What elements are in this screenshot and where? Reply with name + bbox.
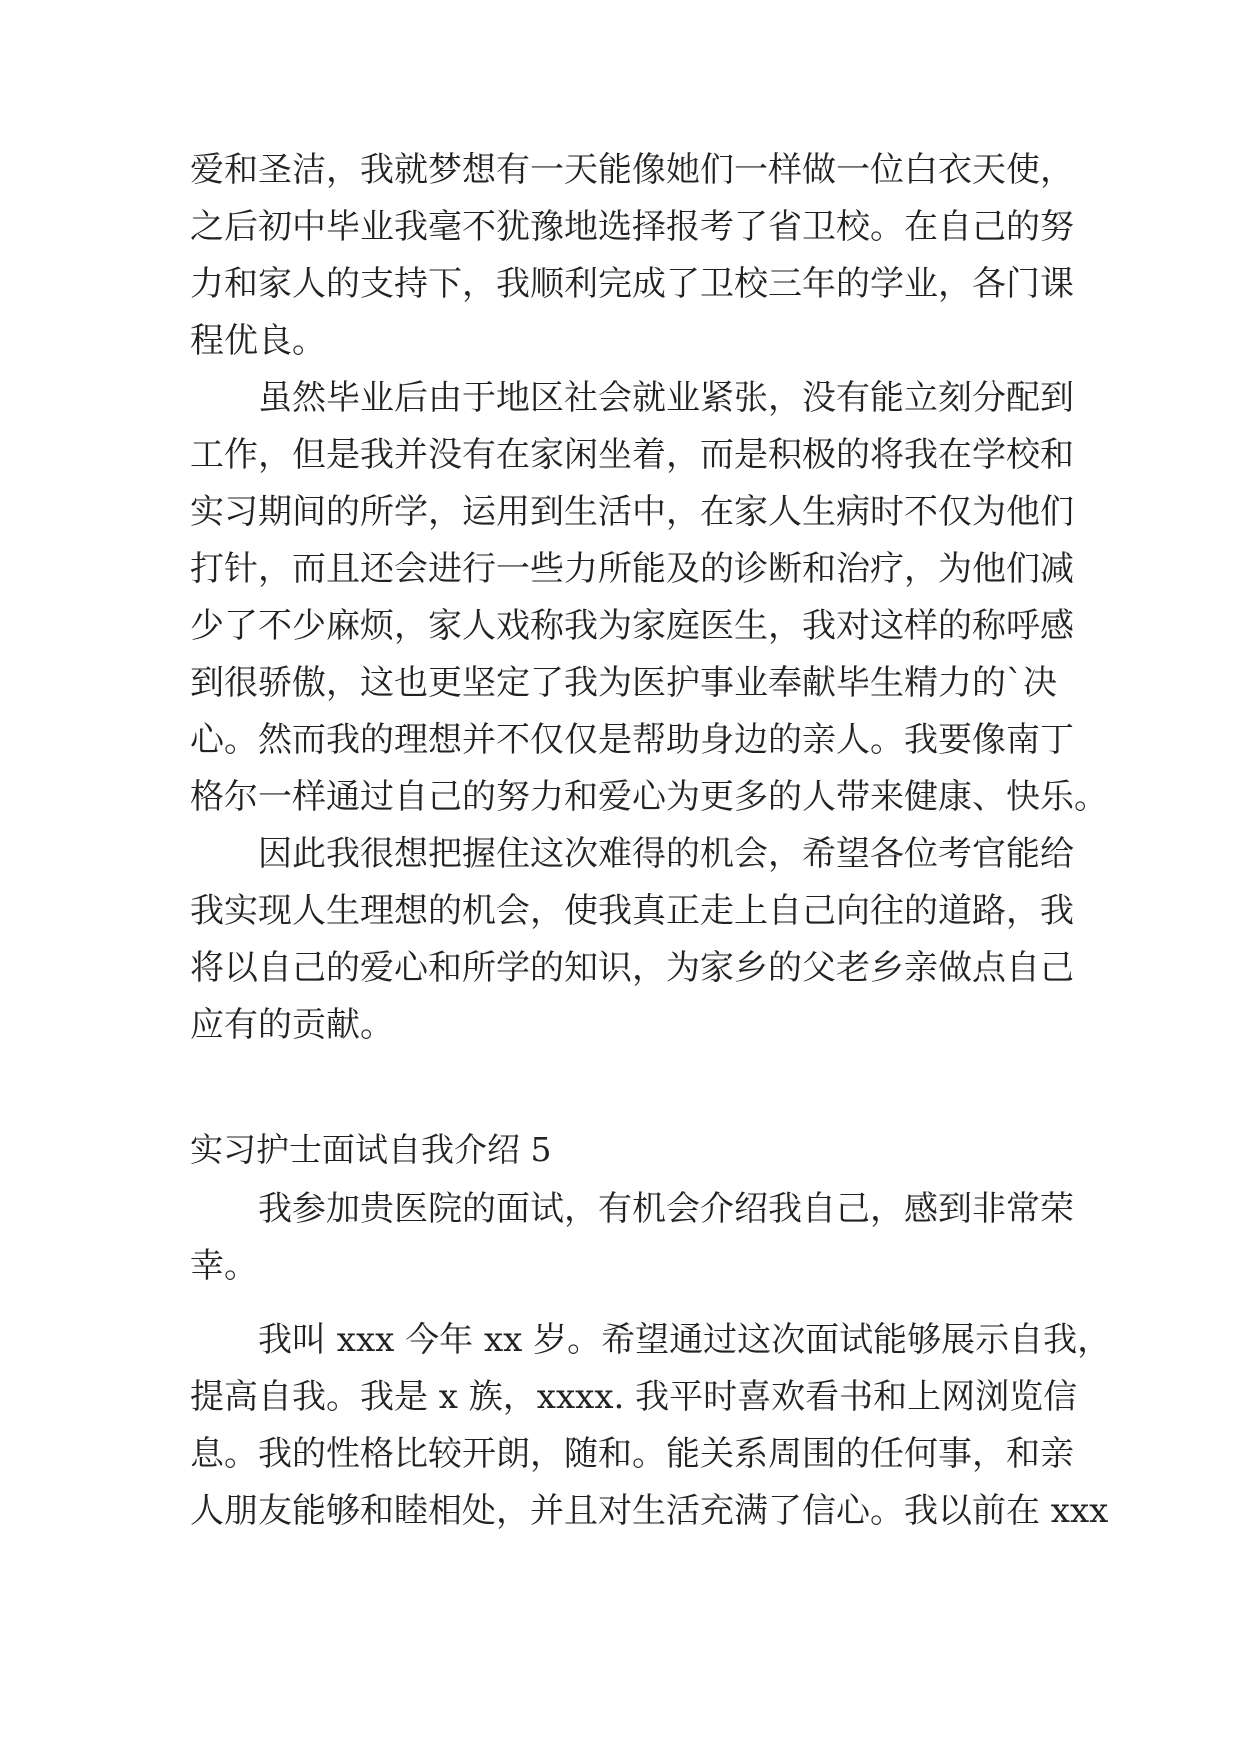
paragraph-line: 程优良。 xyxy=(190,321,326,361)
paragraph-line: 之后初中毕业我毫不犹豫地选择报考了省卫校。在自己的努 xyxy=(190,207,1074,247)
paragraph-line: 应有的贡献。 xyxy=(190,1005,394,1045)
paragraph-line: 力和家人的支持下，我顺利完成了卫校三年的学业，各门课 xyxy=(190,264,1074,304)
paragraph-line: 心。然而我的理想并不仅仅是帮助身边的亲人。我要像南丁 xyxy=(190,720,1074,760)
paragraph-line: 工作，但是我并没有在家闲坐着，而是积极的将我在学校和 xyxy=(190,435,1074,475)
paragraph-line: 少了不少麻烦，家人戏称我为家庭医生，我对这样的称呼感 xyxy=(190,606,1074,646)
paragraph-line: 因此我很想把握住这次难得的机会，希望各位考官能给 xyxy=(258,834,1074,874)
paragraph-line: 提高自我。我是 x 族，xxxx. 我平时喜欢看书和上网浏览信 xyxy=(190,1377,1078,1417)
paragraph-line: 息。我的性格比较开朗，随和。能关系周围的任何事，和亲 xyxy=(190,1434,1074,1474)
paragraph-line: 我叫 xxx 今年 xx 岁。希望通过这次面试能够展示自我， xyxy=(258,1320,1112,1360)
paragraph-line: 到很骄傲，这也更坚定了我为医护事业奉献毕生精力的`决 xyxy=(190,663,1057,703)
paragraph-line: 虽然毕业后由于地区社会就业紧张，没有能立刻分配到 xyxy=(258,378,1074,418)
paragraph-line: 将以自己的爱心和所学的知识，为家乡的父老乡亲做点自己 xyxy=(190,948,1074,988)
paragraph-line: 爱和圣洁，我就梦想有一天能像她们一样做一位白衣天使， xyxy=(190,150,1074,190)
paragraph-line: 打针，而且还会进行一些力所能及的诊断和治疗，为他们减 xyxy=(190,549,1074,589)
paragraph-line: 实习期间的所学，运用到生活中，在家人生病时不仅为他们 xyxy=(190,492,1074,532)
paragraph-line: 我实现人生理想的机会，使我真正走上自己向往的道路，我 xyxy=(190,891,1074,931)
paragraph-line: 人朋友能够和睦相处，并且对生活充满了信心。我以前在 xxx xyxy=(190,1491,1109,1531)
paragraph-line: 格尔一样通过自己的努力和爱心为更多的人带来健康、快乐。 xyxy=(190,777,1108,817)
section-heading: 实习护士面试自我介绍 5 xyxy=(190,1130,552,1169)
paragraph-line: 我参加贵医院的面试，有机会介绍我自己，感到非常荣 xyxy=(258,1189,1074,1229)
paragraph-line: 幸。 xyxy=(190,1246,258,1286)
